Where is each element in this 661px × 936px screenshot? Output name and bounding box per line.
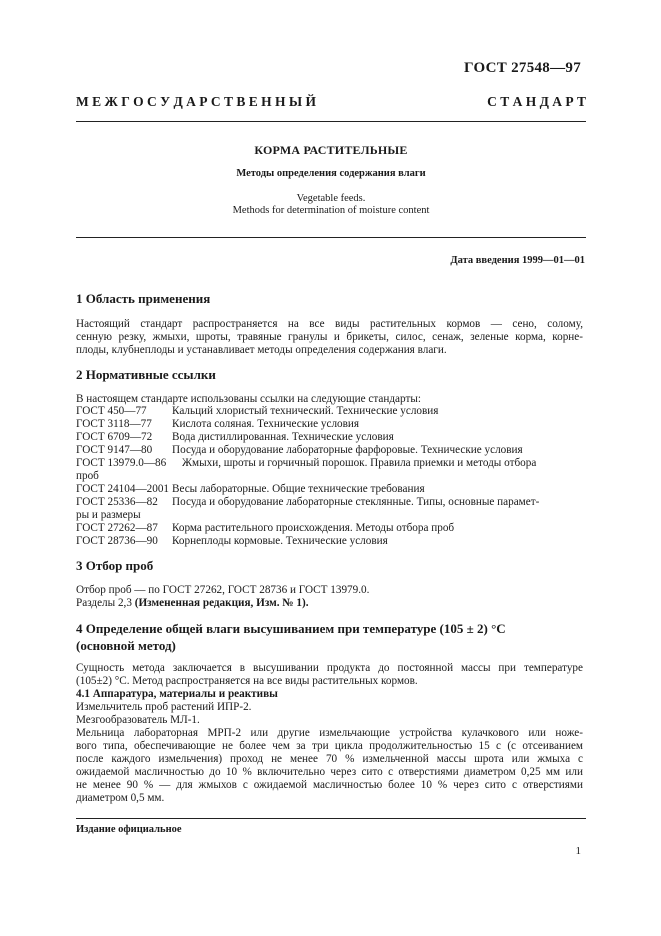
reference-row (76, 535, 583, 548)
reference-row (76, 418, 583, 431)
section-4-heading: 4 Определение общей влаги высушиванием при температуре (105 ± 2) °С (76, 621, 506, 636)
mill-description-line: диаметром 0,5 мм. (76, 792, 165, 804)
english-title-line-1: Vegetable feeds. (296, 193, 366, 204)
banner-word-2: С Т А Н Д А Р Т (487, 94, 586, 109)
mill-description-line: ожидаемой масличностью до 10 % включительно через сито с отверстиями диаметром 0,25 мм или (76, 766, 583, 778)
reference-row (76, 405, 583, 418)
amendment-prefix: Разделы 2,3 (76, 597, 135, 609)
section-3-heading: 3 Отбор проб (76, 558, 154, 573)
title-rule (76, 237, 586, 238)
section-1-line-2: сенную резку, жмыхи, шроты, травяные гранулы и брикеты, силос, сенаж, зеленые корма, корне- (76, 331, 583, 343)
amendment-note: (Измененная редакция, Изм. № 1). (134, 597, 309, 609)
section-4-heading-cont: (основной метод) (76, 638, 176, 653)
top-rule (76, 121, 586, 122)
mill-description-line: не менее 90 % — для жмыхов с ожидаемой масличностью более 10 % через сито с отверстиями (76, 779, 583, 791)
section-4-line-2: (105±2) °С. Метод распространяется на все виды растительных кормов. (76, 675, 418, 687)
english-title-line-2: Methods for determination of moisture content (232, 205, 430, 216)
reference-title: Посуда и оборудование лабораторные стеклянные. Типы, основные парамет- (172, 496, 540, 508)
reference-code: ГОСТ 28736—90 (76, 535, 158, 547)
section-2-heading: 2 Нормативные ссылки (76, 367, 216, 382)
footer-rule (76, 818, 586, 819)
reference-code: ГОСТ 27262—87 (76, 522, 158, 534)
reference-row (76, 522, 583, 535)
document-subtitle: Методы определения содержания влаги (236, 168, 426, 179)
mill-description-line: вого типа, обеспечивающие не более чем за три цикла продолжительностью 15 с (с отсеиванием (76, 740, 583, 752)
page-number: 1 (575, 845, 581, 857)
reference-title: Весы лабораторные. Общие технические требования (172, 483, 425, 495)
document-number: ГОСТ 27548—97 (463, 60, 581, 76)
reference-row (76, 483, 583, 496)
reference-row (76, 496, 583, 509)
reference-code: ГОСТ 25336—82 (76, 496, 158, 508)
section-1-heading: 1 Область применения (76, 291, 211, 306)
reference-title: Кислота соляная. Технические условия (172, 418, 360, 430)
mill-description-line: после каждого измельчения) проход не менее 70 % измельченной массы шрота или жмыха с (76, 753, 583, 765)
mill-description-line: Мельница лабораторная МРП-2 или другие измельчающие устройства кулачкового или ноже- (76, 727, 583, 739)
section-4-line-1: Сущность метода заключается в высушивании продукта до постоянной массы при температуре (76, 662, 583, 674)
section-2-intro: В настоящем стандарте использованы ссылки на следующие стандарты: (76, 393, 421, 405)
reference-row (76, 457, 583, 470)
reference-title: Вода дистиллированная. Технические условия (172, 431, 394, 443)
reference-continuation: ры и размеры (76, 509, 141, 521)
reference-title: Посуда и оборудование лабораторные фарфоровые. Технические условия (172, 444, 523, 456)
reference-title: Корма растительного происхождения. Методы отбора проб (172, 522, 455, 534)
section-3-line-1: Отбор проб — по ГОСТ 27262, ГОСТ 28736 и ГОСТ 13979.0. (76, 584, 370, 596)
section-3-line-2 (76, 597, 583, 610)
reference-code: ГОСТ 450—77 (76, 405, 147, 417)
reference-row (76, 444, 583, 457)
reference-title: Жмыхи, шроты и горчичный порошок. Правила приемки и методы отбора (182, 457, 537, 469)
equipment-item: Измельчитель проб растений ИПР-2. (76, 701, 252, 713)
reference-code: ГОСТ 9147—80 (76, 444, 153, 456)
edition-label: Издание официальное (76, 824, 182, 835)
reference-title: Корнеплоды кормовые. Технические условия (172, 535, 388, 547)
equipment-item: Мезгообразователь МЛ-1. (76, 714, 200, 726)
section-1-line-1: Настоящий стандарт распространяется на все виды растительных кормов — сено, солому, (76, 318, 583, 330)
reference-code: ГОСТ 3118—77 (76, 418, 152, 430)
reference-title: Кальций хлористый технический. Технические условия (172, 405, 439, 417)
reference-code: ГОСТ 24104—2001 (76, 483, 170, 495)
reference-code: ГОСТ 13979.0—86 (76, 457, 167, 469)
reference-code: ГОСТ 6709—72 (76, 431, 153, 443)
reference-continuation: проб (76, 470, 99, 482)
document-title: КОРМА РАСТИТЕЛЬНЫЕ (254, 143, 408, 157)
banner-word-1: М Е Ж Г О С У Д А Р С Т В Е Н Н Ы Й (76, 94, 317, 109)
section-1-line-3: плоды, клубнеплоды и устанавливает методы определения содержания влаги. (76, 344, 447, 356)
introduction-date: Дата введения 1999—01—01 (450, 255, 585, 266)
standard-type-banner (76, 94, 586, 110)
subsection-4-1-heading: 4.1 Аппаратура, материалы и реактивы (76, 688, 278, 700)
reference-row (76, 431, 583, 444)
